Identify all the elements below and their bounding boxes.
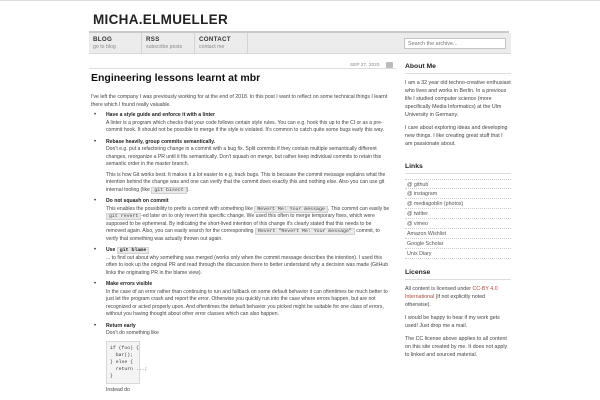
links-list xyxy=(405,179,511,259)
list-item xyxy=(100,139,391,195)
nav-item-blog[interactable] xyxy=(93,36,116,50)
list-item-heading: • Rebase heavily, group commits semantically. xyxy=(106,138,216,145)
nav-item-title: CONTACT xyxy=(199,36,231,43)
nav-item-title: RSS xyxy=(146,36,160,43)
inline-code: git blame xyxy=(117,247,149,254)
text-span: All content is licensed under xyxy=(405,286,473,292)
list-item-body: A linter is a program which checks that your code follows certain style rules. You can e.g. hook this up to the CI or as a pre-commit hook. It should not be possible to merge if the style is violated. It's common to catch quite some bugs early this way. xyxy=(106,119,385,133)
link-item-instagram[interactable]: @ instagram xyxy=(405,189,511,199)
spacer xyxy=(405,153,511,163)
list-item xyxy=(100,112,391,135)
license-text: I would be happy to hear if my work gets used! Just drop me a mail. xyxy=(405,315,500,329)
nav-item-contact[interactable] xyxy=(199,36,231,50)
about-text: I care about exploring ideas and developing new things. I like creating great stuff that I am passionate about. xyxy=(405,125,508,147)
nav-item-title: BLOG xyxy=(93,36,113,43)
nav-item-subtitle: go to blog xyxy=(93,44,116,50)
list-item-body xyxy=(106,206,391,244)
sidebar-heading-about: About Me xyxy=(405,63,511,74)
post-intro: I've left the company I was previously working for at the end of 2018. In this post I want to reflect on some technical things I learnt there which I found really valuable. xyxy=(91,94,388,108)
text-span: This is how Git works best. It makes it a lot easier to e.g. track bugs. This is because the commit message explains what the intention behind the change was and one can verify that the commit does exactly this and nothing else. Also you can use git internal tooling (like xyxy=(106,171,386,193)
site-title[interactable]: MICHA.ELMUELLER xyxy=(93,12,228,27)
list-item-heading: • Have a style guide and enforce it with a linter xyxy=(106,112,215,118)
text-span: ). xyxy=(186,186,190,193)
link-item-github[interactable]: @ github xyxy=(405,179,511,189)
list-item xyxy=(100,323,391,395)
nav-separator xyxy=(194,33,195,54)
post-title[interactable]: Engineering lessons learnt at mbr xyxy=(91,72,261,84)
code-block: if (foo) { bar(); } else { return ...; } xyxy=(106,341,140,384)
inline-code: git bisect xyxy=(151,187,186,194)
calendar-icon xyxy=(386,62,393,68)
nav-item-subtitle: subscribe posts xyxy=(146,44,183,50)
list-item-body: In the case of an error rather than continuing to run and fallback on some default behavior it can oftentimes be much better to just let the program crash and report the error. Otherwise you quickly run into the case where errors happen, but are not recognized or acted properly upon. And oftentimes the default behavior you picked might be suitable for one class of errors, without you having thought about other error classes which can also happen. xyxy=(106,288,388,317)
license-text xyxy=(405,285,511,309)
list-item-paragraph: Instead do xyxy=(106,386,130,393)
post-date: SEP 27, 2020 xyxy=(350,63,380,68)
about-text: I am a 32 year old techno-creative enthusiast who lives and works in Berlin. In a previous life I studied computer science (more specifically Media Informatics) at the Ulm University in Germany. xyxy=(405,80,511,118)
link-item-mediagoblin[interactable]: @ mediagoblin (photos) xyxy=(405,199,511,209)
text-span: -ed later on to only revert this specific change. We used this often to merge temporary fixes, which were supposed to be ephemeral. By indicating the short-lived intention of this change it's clearly stated that this needs to be removed again. Also, you can easily search for the corresponding xyxy=(106,213,375,234)
license-link[interactable]: CC-BY 4.0 International xyxy=(405,286,498,300)
inline-code: git revert xyxy=(106,213,141,220)
list-item-body: ... to find out about why something was merged (works only when the commit message describes the intention). I used this often to look up the original PR and read through the discussion there to better understand why a decision was made (GitHub links the originating PR in the blame view). xyxy=(106,254,389,276)
list-item xyxy=(100,247,391,277)
spacer xyxy=(405,259,511,269)
inline-code: Revert "Revert Me: Your message" xyxy=(255,228,355,235)
text-span: (if not explicitly noted otherwise). xyxy=(405,294,486,308)
text-span: . This commit can easily be xyxy=(327,205,390,212)
text-span: commit, to verify that something was actually thrown out again. xyxy=(106,228,380,242)
nav-separator xyxy=(247,33,248,54)
link-item-twitter[interactable]: @ twitter xyxy=(405,209,511,219)
list-item-heading: • Do not squash on commit xyxy=(106,198,169,204)
list-item-paragraph xyxy=(106,172,391,195)
text-span: This enables the possibility to prefix a commit with something like xyxy=(106,205,255,212)
list-item-heading: • Make errors visible xyxy=(106,281,153,287)
link-item-unix-diary[interactable]: Unix Diary xyxy=(405,249,511,259)
nav-item-rss[interactable] xyxy=(146,36,182,50)
nav-item-subtitle: contact me xyxy=(199,44,225,50)
list-item-body: Don't e.g. put a refactoring change in a commit with a bug fix. Split commits if they contain multiple semantically different changes, reorganize a PR until it fits semantically. Don't squash on merge, but rather keep individual commits to retain this semantic order in the master branch. xyxy=(106,146,382,167)
text-span: Use xyxy=(106,247,117,253)
post-content xyxy=(100,112,391,398)
license-text: The CC license above applies to all content on this site created by me. It does not apply to linked and sourced material. xyxy=(405,336,508,358)
list-item-body: Don't do something like xyxy=(106,330,159,336)
list-item-heading: • Return early xyxy=(106,322,136,329)
top-border xyxy=(0,0,600,1)
sidebar-heading-license: License xyxy=(405,269,511,280)
list-item-heading xyxy=(106,247,391,255)
sidebar xyxy=(405,63,511,364)
list-item xyxy=(100,281,391,319)
list-item xyxy=(100,198,391,243)
link-item-vimeo[interactable]: @ vimeo xyxy=(405,219,511,229)
link-item-google-scholar[interactable]: Google Scholar xyxy=(405,239,511,249)
sidebar-heading-links: Links xyxy=(405,163,511,174)
nav-separator xyxy=(141,33,142,54)
inline-code: Revert Me: Your message xyxy=(254,206,328,213)
search-input[interactable] xyxy=(404,38,506,49)
link-item-amazon-wishlist[interactable]: Amazon Wishlist xyxy=(405,229,511,239)
